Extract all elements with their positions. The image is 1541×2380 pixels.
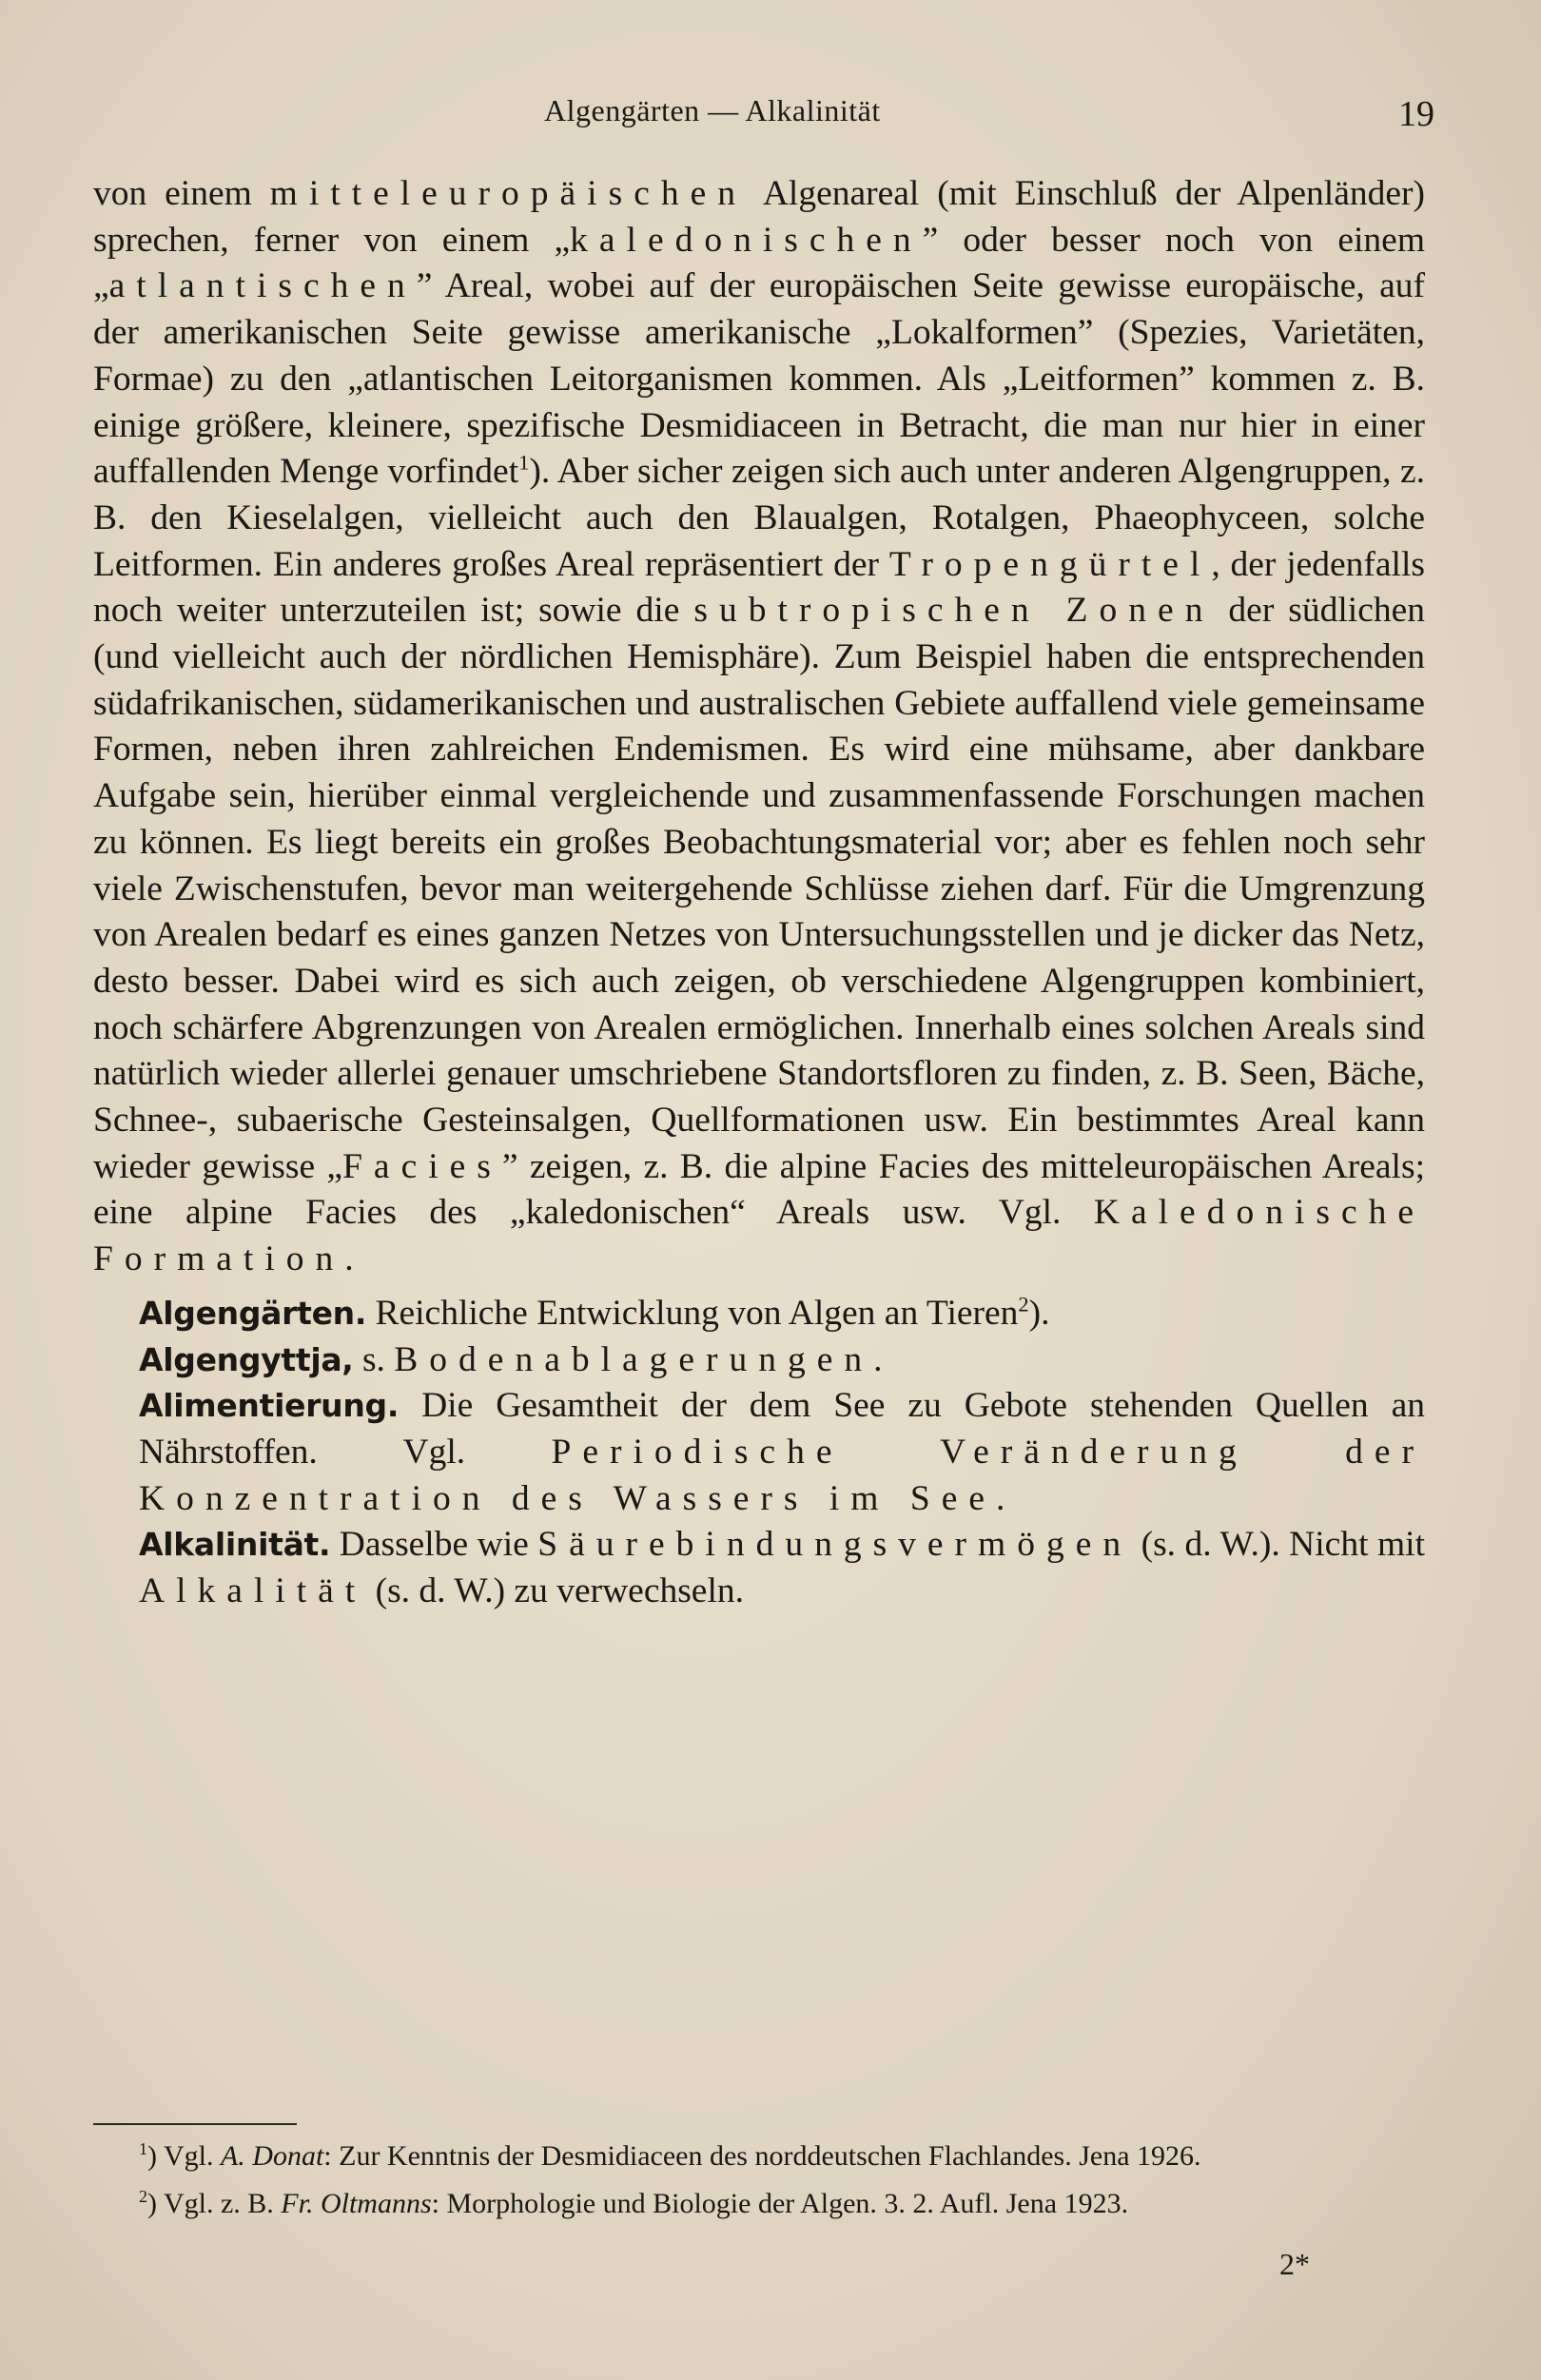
spaced-term: mitteleuropäischen — [269, 174, 747, 213]
text-run: ” zeigen, z. B. die alpine Facies des mitteleuropäischen Areals; eine alpine Facies des „kaledonischen“ Areals usw. Vgl. — [93, 1146, 1425, 1233]
entry-alkalinitaet — [93, 1522, 1425, 1614]
footnote-author: Fr. Oltmanns — [281, 2188, 432, 2219]
footnote-author: A. Donat — [220, 2140, 324, 2172]
text-run: ). Aber sicher zeigen sich auch unter anderen Algengruppen, z. B. den Kieselalgen, vielleicht auch den Blaualgen, Rotalgen, Phaeophyceen, solche Leitformen. Ein anderes großes Areal repräsentiert der — [93, 452, 1425, 584]
spaced-term: Säurebindungsvermögen — [537, 1525, 1133, 1565]
text-run: Reichliche Entwicklung von Algen an Tieren — [366, 1293, 1019, 1333]
entry-term: Alimentierung. — [139, 1387, 400, 1425]
text-run: . — [873, 1339, 883, 1379]
text-run: . — [996, 1478, 1005, 1518]
spacer — [93, 1283, 1425, 1291]
printer-signature: 2* — [1279, 2247, 1310, 2281]
entry-alimentierung — [93, 1383, 1425, 1522]
text-run: ). — [1028, 1293, 1050, 1333]
spaced-term: Periodische Veränderung der Konzentration des Wassers im See — [139, 1432, 1425, 1518]
text-run: . — [344, 1239, 354, 1279]
spaced-term: Alkalität — [139, 1571, 367, 1611]
footnote-2 — [93, 2188, 1425, 2220]
text-run: , der jedenfalls noch weiter unterzuteilen ist; sowie die — [93, 544, 1425, 631]
footnote-mark: 2 — [139, 2187, 147, 2206]
entry-term: Algengyttja, — [139, 1340, 354, 1378]
page-header — [0, 93, 1541, 141]
footnote-1 — [93, 2140, 1425, 2173]
text-run: der südlichen (und vielleicht auch der nördlichen Hemisphäre). Zum Beispiel haben die entsprechenden südafrikanischen, südamerikanischen und australischen Gebiete auffallend viele gemeinsame Formen, neben ihren zahlreichen Endemismen. Es wird eine mühsame, aber dankbare Aufgabe sein, hierüber einmal vergleichende und zusammenfassende Forschungen machen zu können. Es liegt bereits ein großes Beobachtungsmaterial vor; aber es fehlen noch sehr viele Zwischenstufen, bevor man weitergehende Schlüsse ziehen darf. Für die Umgrenzung von Arealen bedarf es eines ganzen Netzes von Untersuchungsstellen und je dicker das Netz, desto besser. Dabei wird es sich auch zeigen, ob verschiedene Algengruppen kombiniert, noch schärfere Abgrenzungen von Arealen ermöglichen. Innerhalb eines solchen Areals sind natürlich wieder allerlei genauer umschriebene Standortsfloren zu finden, z. B. Seen, Bäche, Schnee-, subaerische Gesteinsalgen, Quellformationen usw. Ein bestimmtes Areal kann wieder gewisse „ — [93, 591, 1426, 1186]
footnotes — [93, 2140, 1425, 2235]
spaced-term: Facies — [342, 1146, 502, 1186]
text-run: Die Gesamtheit der dem See zu Gebote stehenden Quellen an Nährstoffen. Vgl. — [139, 1386, 1425, 1472]
text-run: : Zur Kenntnis der Desmidiaceen des norddeutschen Flachlandes. Jena 1926. — [323, 2140, 1201, 2172]
page-number: 19 — [1398, 94, 1434, 134]
spaced-term: atlantischen — [108, 266, 417, 306]
entry-algengaerten — [93, 1291, 1425, 1337]
text-run: s. — [353, 1339, 395, 1379]
text-run: ) Vgl. z. B. — [147, 2188, 282, 2219]
text-run: von einem — [93, 174, 270, 213]
entry-term: Algengärten. — [139, 1294, 367, 1332]
running-title: Algengärten — Alkalinität — [544, 93, 881, 127]
entry-term: Alkalinität. — [139, 1526, 331, 1564]
footnote-rule — [93, 2123, 297, 2125]
spaced-term: subtropischen Zonen — [693, 591, 1215, 631]
text-run: Algenareal (mit Einschluß der Alpenländer) sprechen, ferner von einem „ — [93, 174, 1425, 260]
text-run: Dasselbe wie — [330, 1525, 538, 1565]
spaced-term: Bodenablagerungen — [394, 1339, 874, 1379]
spaced-term: Kaledonische Formation — [93, 1193, 1425, 1279]
spaced-term: kaledonischen — [570, 220, 923, 260]
main-text — [93, 171, 1425, 1615]
footnote-ref: 2 — [1018, 1292, 1029, 1317]
footnote-mark: 1 — [139, 2139, 147, 2158]
text-run: ” Areal, wobei auf der europäischen Seite gewisse europäische, auf der amerikanischen Seite gewisse amerikanische „Lokalformen” (Spezies, Varietäten, Formae) zu den „atlantischen Leitorganismen kommen. Als „Leitformen” kommen z. B. einige größere, kleinere, spezifische Desmidiaceen in Betracht, die man nur hier in einer auffallenden Menge vorfindet — [93, 266, 1425, 492]
text-run: ) Vgl. — [147, 2140, 221, 2172]
spaced-term: Tropengürtel — [888, 544, 1212, 584]
text-run: ” oder besser noch von einem „ — [93, 220, 1425, 306]
body-paragraph — [93, 171, 1425, 1283]
text-run: (s. d. W.) zu verwechseln. — [366, 1571, 744, 1611]
footnote-ref: 1 — [518, 450, 530, 475]
text-run: (s. d. W.). Nicht mit — [1132, 1525, 1426, 1565]
entry-algengyttja — [93, 1337, 1425, 1384]
text-run: : Morphologie und Biologie der Algen. 3. 2. Aufl. Jena 1923. — [431, 2188, 1129, 2219]
